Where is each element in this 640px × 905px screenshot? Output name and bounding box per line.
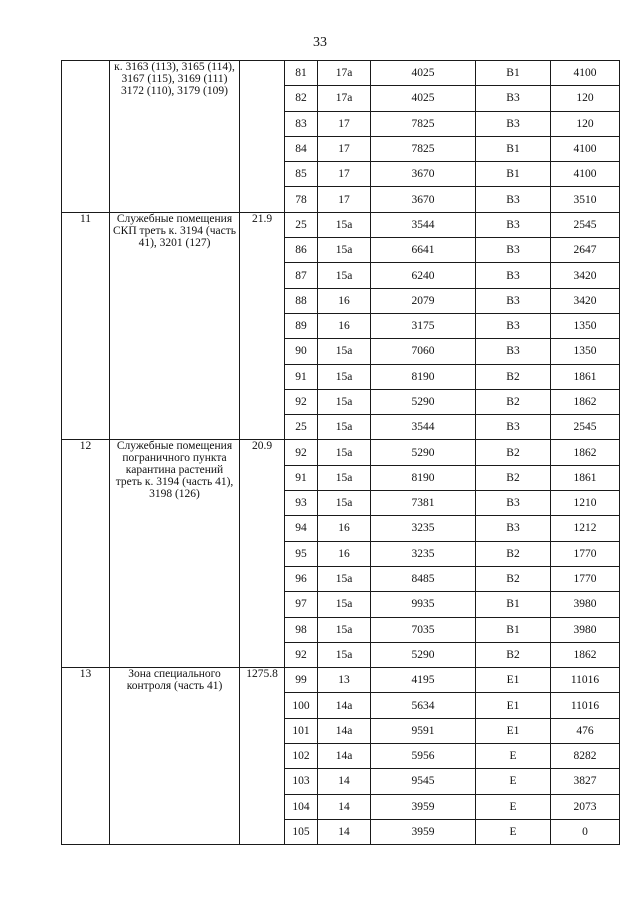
class-cell: В3	[476, 491, 551, 516]
point-number-cell: 92	[285, 389, 318, 414]
code-cell: 4025	[371, 86, 476, 111]
point-number-cell: 88	[285, 288, 318, 313]
class-cell: В3	[476, 339, 551, 364]
amount-cell: 1770	[551, 566, 620, 591]
label-cell: 15а	[318, 364, 371, 389]
code-cell: 3959	[371, 819, 476, 844]
point-number-cell: 78	[285, 187, 318, 212]
page-number: 33	[313, 35, 327, 50]
point-number-cell: 82	[285, 86, 318, 111]
label-cell: 16	[318, 288, 371, 313]
amount-cell: 1210	[551, 491, 620, 516]
point-number-cell: 87	[285, 263, 318, 288]
label-cell: 17	[318, 162, 371, 187]
label-cell: 16	[318, 516, 371, 541]
label-cell: 15а	[318, 440, 371, 465]
point-number-cell: 91	[285, 364, 318, 389]
code-cell: 5290	[371, 440, 476, 465]
code-cell: 3544	[371, 415, 476, 440]
label-cell: 13	[318, 668, 371, 693]
class-cell: В1	[476, 592, 551, 617]
point-number-cell: 93	[285, 491, 318, 516]
point-number-cell: 91	[285, 465, 318, 490]
group-description-cell: к. 3163 (113), 3165 (114), 3167 (115), 3169 (111) 3172 (110), 3179 (109)	[110, 61, 240, 213]
label-cell: 17	[318, 187, 371, 212]
class-cell: В3	[476, 263, 551, 288]
class-cell: В2	[476, 465, 551, 490]
label-cell: 15а	[318, 238, 371, 263]
code-cell: 4025	[371, 61, 476, 86]
code-cell: 4195	[371, 668, 476, 693]
amount-cell: 3980	[551, 592, 620, 617]
class-cell: В1	[476, 162, 551, 187]
amount-cell: 1212	[551, 516, 620, 541]
label-cell: 16	[318, 313, 371, 338]
label-cell: 14а	[318, 744, 371, 769]
point-number-cell: 94	[285, 516, 318, 541]
amount-cell: 3420	[551, 288, 620, 313]
point-number-cell: 25	[285, 212, 318, 237]
class-cell: В1	[476, 61, 551, 86]
amount-cell: 1861	[551, 364, 620, 389]
class-cell: В3	[476, 187, 551, 212]
label-cell: 15а	[318, 339, 371, 364]
code-cell: 3544	[371, 212, 476, 237]
group-description-cell: Зона специального контроля (часть 41)	[110, 668, 240, 845]
amount-cell: 4100	[551, 136, 620, 161]
class-cell: В2	[476, 364, 551, 389]
class-cell: Е	[476, 794, 551, 819]
code-cell: 7381	[371, 491, 476, 516]
amount-cell: 3827	[551, 769, 620, 794]
code-cell: 5956	[371, 744, 476, 769]
label-cell: 14	[318, 819, 371, 844]
point-number-cell: 100	[285, 693, 318, 718]
code-cell: 7825	[371, 136, 476, 161]
amount-cell: 8282	[551, 744, 620, 769]
class-cell: В2	[476, 541, 551, 566]
label-cell: 15а	[318, 415, 371, 440]
code-cell: 2079	[371, 288, 476, 313]
class-cell: Е	[476, 769, 551, 794]
group-number-cell: 11	[62, 212, 110, 440]
label-cell: 15а	[318, 617, 371, 642]
point-number-cell: 102	[285, 744, 318, 769]
group-number-cell: 12	[62, 440, 110, 668]
point-number-cell: 97	[285, 592, 318, 617]
class-cell: Е	[476, 819, 551, 844]
amount-cell: 1770	[551, 541, 620, 566]
label-cell: 16	[318, 541, 371, 566]
amount-cell: 120	[551, 86, 620, 111]
class-cell: Е1	[476, 668, 551, 693]
class-cell: В3	[476, 238, 551, 263]
amount-cell: 2545	[551, 415, 620, 440]
code-cell: 8485	[371, 566, 476, 591]
point-number-cell: 83	[285, 111, 318, 136]
amount-cell: 1862	[551, 440, 620, 465]
code-cell: 9591	[371, 718, 476, 743]
table-body	[62, 61, 620, 845]
label-cell: 15а	[318, 491, 371, 516]
amount-cell: 1862	[551, 389, 620, 414]
code-cell: 3959	[371, 794, 476, 819]
code-cell: 5634	[371, 693, 476, 718]
class-cell: В3	[476, 212, 551, 237]
amount-cell: 0	[551, 819, 620, 844]
point-number-cell: 95	[285, 541, 318, 566]
point-number-cell: 103	[285, 769, 318, 794]
label-cell: 14а	[318, 693, 371, 718]
code-cell: 6641	[371, 238, 476, 263]
table-row	[62, 440, 620, 465]
table-row	[62, 212, 620, 237]
label-cell: 15а	[318, 465, 371, 490]
label-cell: 17	[318, 111, 371, 136]
code-cell: 9545	[371, 769, 476, 794]
table-row	[62, 61, 620, 86]
point-number-cell: 104	[285, 794, 318, 819]
amount-cell: 2545	[551, 212, 620, 237]
code-cell: 9935	[371, 592, 476, 617]
label-cell: 15а	[318, 212, 371, 237]
code-cell: 3235	[371, 516, 476, 541]
group-value-cell: 1275.8	[240, 668, 285, 845]
amount-cell: 4100	[551, 61, 620, 86]
class-cell: В1	[476, 136, 551, 161]
code-cell: 3670	[371, 187, 476, 212]
label-cell: 14	[318, 794, 371, 819]
label-cell: 17а	[318, 86, 371, 111]
code-cell: 7060	[371, 339, 476, 364]
point-number-cell: 85	[285, 162, 318, 187]
code-cell: 3235	[371, 541, 476, 566]
class-cell: Е1	[476, 718, 551, 743]
point-number-cell: 90	[285, 339, 318, 364]
class-cell: В3	[476, 415, 551, 440]
code-cell: 7825	[371, 111, 476, 136]
point-number-cell: 101	[285, 718, 318, 743]
point-number-cell: 98	[285, 617, 318, 642]
amount-cell: 11016	[551, 668, 620, 693]
amount-cell: 1350	[551, 339, 620, 364]
code-cell: 3175	[371, 313, 476, 338]
class-cell: В2	[476, 642, 551, 667]
amount-cell: 2647	[551, 238, 620, 263]
point-number-cell: 105	[285, 819, 318, 844]
amount-cell: 1861	[551, 465, 620, 490]
point-number-cell: 89	[285, 313, 318, 338]
label-cell: 15а	[318, 389, 371, 414]
amount-cell: 120	[551, 111, 620, 136]
point-number-cell: 92	[285, 440, 318, 465]
class-cell: В2	[476, 440, 551, 465]
code-cell: 8190	[371, 465, 476, 490]
class-cell: Е	[476, 744, 551, 769]
amount-cell: 2073	[551, 794, 620, 819]
label-cell: 17а	[318, 61, 371, 86]
group-number-cell: 13	[62, 668, 110, 845]
amount-cell: 3510	[551, 187, 620, 212]
amount-cell: 1350	[551, 313, 620, 338]
class-cell: В3	[476, 288, 551, 313]
table-row	[62, 668, 620, 693]
label-cell: 15а	[318, 642, 371, 667]
label-cell: 15а	[318, 263, 371, 288]
amount-cell: 1862	[551, 642, 620, 667]
label-cell: 15а	[318, 566, 371, 591]
class-cell: В1	[476, 617, 551, 642]
group-value-cell: 21.9	[240, 212, 285, 440]
code-cell: 7035	[371, 617, 476, 642]
amount-cell: 11016	[551, 693, 620, 718]
point-number-cell: 81	[285, 61, 318, 86]
data-table	[61, 60, 620, 845]
label-cell: 15а	[318, 592, 371, 617]
point-number-cell: 84	[285, 136, 318, 161]
code-cell: 6240	[371, 263, 476, 288]
class-cell: В2	[476, 566, 551, 591]
class-cell: В2	[476, 389, 551, 414]
code-cell: 3670	[371, 162, 476, 187]
label-cell: 17	[318, 136, 371, 161]
class-cell: В3	[476, 86, 551, 111]
group-number-cell	[62, 61, 110, 213]
point-number-cell: 92	[285, 642, 318, 667]
point-number-cell: 86	[285, 238, 318, 263]
class-cell: Е1	[476, 693, 551, 718]
label-cell: 14а	[318, 718, 371, 743]
amount-cell: 4100	[551, 162, 620, 187]
point-number-cell: 99	[285, 668, 318, 693]
amount-cell: 3420	[551, 263, 620, 288]
code-cell: 5290	[371, 642, 476, 667]
label-cell: 14	[318, 769, 371, 794]
class-cell: В3	[476, 516, 551, 541]
class-cell: В3	[476, 313, 551, 338]
code-cell: 5290	[371, 389, 476, 414]
point-number-cell: 96	[285, 566, 318, 591]
code-cell: 8190	[371, 364, 476, 389]
amount-cell: 476	[551, 718, 620, 743]
group-description-cell: Служебные помещения СКП треть к. 3194 (часть 41), 3201 (127)	[110, 212, 240, 440]
group-description-cell: Служебные помещения пограничного пункта карантина растений треть к. 3194 (часть 41), 3198 (126)	[110, 440, 240, 668]
group-value-cell	[240, 61, 285, 213]
point-number-cell: 25	[285, 415, 318, 440]
amount-cell: 3980	[551, 617, 620, 642]
group-value-cell: 20.9	[240, 440, 285, 668]
class-cell: В3	[476, 111, 551, 136]
